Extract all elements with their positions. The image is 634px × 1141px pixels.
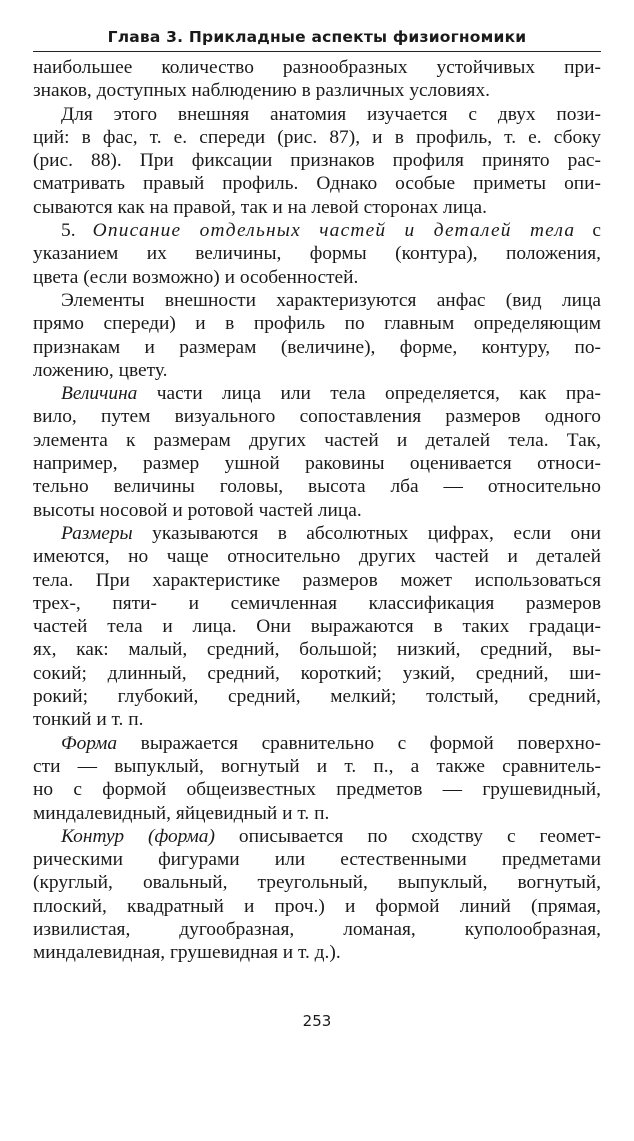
text-line: например, размер ушной раковины оценивается относи-	[33, 453, 601, 475]
text-line: имеются, но чаще относительно других частей и деталей	[33, 546, 601, 568]
text-run: выражается сравнительно с формой поверхно-	[140, 732, 601, 754]
italic-term: Величина	[61, 383, 138, 405]
text-line: (рис. 88). При фиксации признаков профиля принято рас-	[33, 150, 601, 172]
paragraph-6	[33, 522, 601, 732]
text-line: прямо спереди) и в профиль по главным определяющим	[33, 313, 601, 335]
text-line	[33, 825, 601, 848]
text-line: признакам и размерам (величине), форме, контуру, по-	[33, 336, 601, 358]
text-run: указываются в абсолютных цифрах, если они	[152, 522, 601, 544]
text-run: части лица или тела определяется, как пра-	[156, 383, 601, 405]
paragraph-2	[33, 103, 601, 219]
text-run: с	[592, 220, 601, 242]
text-line: рическими фигурами или естественными предметами	[33, 849, 601, 871]
page-body	[33, 56, 601, 965]
paragraph-8	[33, 825, 601, 965]
running-header: Глава 3. Прикладные аспекты физиогномики	[33, 28, 601, 52]
text-line: миндалевидный, яйцевидный и т. п.	[33, 802, 330, 824]
text-line: ций: в фас, т. е. спереди (рис. 87), и в профиль, т. е. сбоку	[33, 126, 601, 148]
italic-term: Описание отдельных частей и деталей тела	[92, 220, 576, 242]
text-line: указанием их величины, формы (контура), положения,	[33, 243, 601, 265]
paragraph-3	[33, 219, 601, 289]
text-line: тонкий и т. п.	[33, 709, 144, 731]
paragraph-7	[33, 732, 601, 825]
text-line: знаков, доступных наблюдению в различных условиях.	[33, 80, 491, 102]
text-line: Элементы внешности характеризуются анфас (вид лица	[61, 289, 601, 311]
text-line	[33, 382, 601, 405]
list-number: 5.	[61, 220, 76, 242]
italic-term: Размеры	[61, 522, 133, 544]
text-line: сываются как на правой, так и на левой сторонах лица.	[33, 196, 487, 218]
page-number: 253	[302, 1012, 332, 1030]
text-line: частей тела и лица. Они выражаются в таких градаци-	[33, 616, 601, 638]
text-line: миндалевидная, грушевидная и т. д.).	[33, 942, 341, 964]
text-line: вило, путем визуального сопоставления размеров одного	[33, 406, 601, 428]
paragraph-5	[33, 382, 601, 522]
text-line: высоты носовой и ротовой частей лица.	[33, 499, 362, 521]
text-line: ложению, цвету.	[33, 359, 168, 381]
text-line: трех-, пяти- и семичленная классификация размеров	[33, 592, 601, 614]
paragraph-4	[33, 289, 601, 382]
text-line: (круглый, овальный, треугольный, выпуклый, вогнутый,	[33, 872, 601, 894]
text-line: тельно величины головы, высота лба — относительно	[33, 476, 601, 498]
text-line: элемента к размерам других частей и деталей тела. Так,	[33, 429, 601, 451]
text-line: Для этого внешняя анатомия изучается с двух пози-	[61, 103, 601, 125]
text-line: тела. При характеристике размеров может использоваться	[33, 569, 601, 591]
text-run: описывается по сходству с геомет-	[238, 825, 601, 847]
text-line: ях, как: малый, средний, большой; низкий, средний, вы-	[33, 639, 601, 661]
text-line: цвета (если возможно) и особенностей.	[33, 266, 359, 288]
text-line: рокий; глубокий, средний, мелкий; толстый, средний,	[33, 686, 601, 708]
text-line: плоский, квадратный и проч.) и формой линий (прямая,	[33, 895, 601, 917]
text-line	[33, 732, 601, 755]
text-line	[33, 522, 601, 545]
text-line: но с формой общеизвестных предметов — грушевидный,	[33, 779, 601, 801]
italic-term: Контур (форма)	[61, 825, 215, 847]
text-line: сматривать правый профиль. Однако особые приметы опи-	[33, 173, 601, 195]
book-page	[33, 28, 601, 965]
text-line: сокий; длинный, средний, короткий; узкий, средний, ши-	[33, 662, 601, 684]
text-line	[33, 219, 601, 242]
text-line: извилистая, дугообразная, ломаная, куполообразная,	[33, 918, 601, 940]
paragraph-1	[33, 56, 601, 103]
text-line: сти — выпуклый, вогнутый и т. п., а также сравнитель-	[33, 755, 601, 777]
italic-term: Форма	[61, 732, 118, 754]
text-line: наибольшее количество разнообразных устойчивых при-	[33, 57, 601, 78]
